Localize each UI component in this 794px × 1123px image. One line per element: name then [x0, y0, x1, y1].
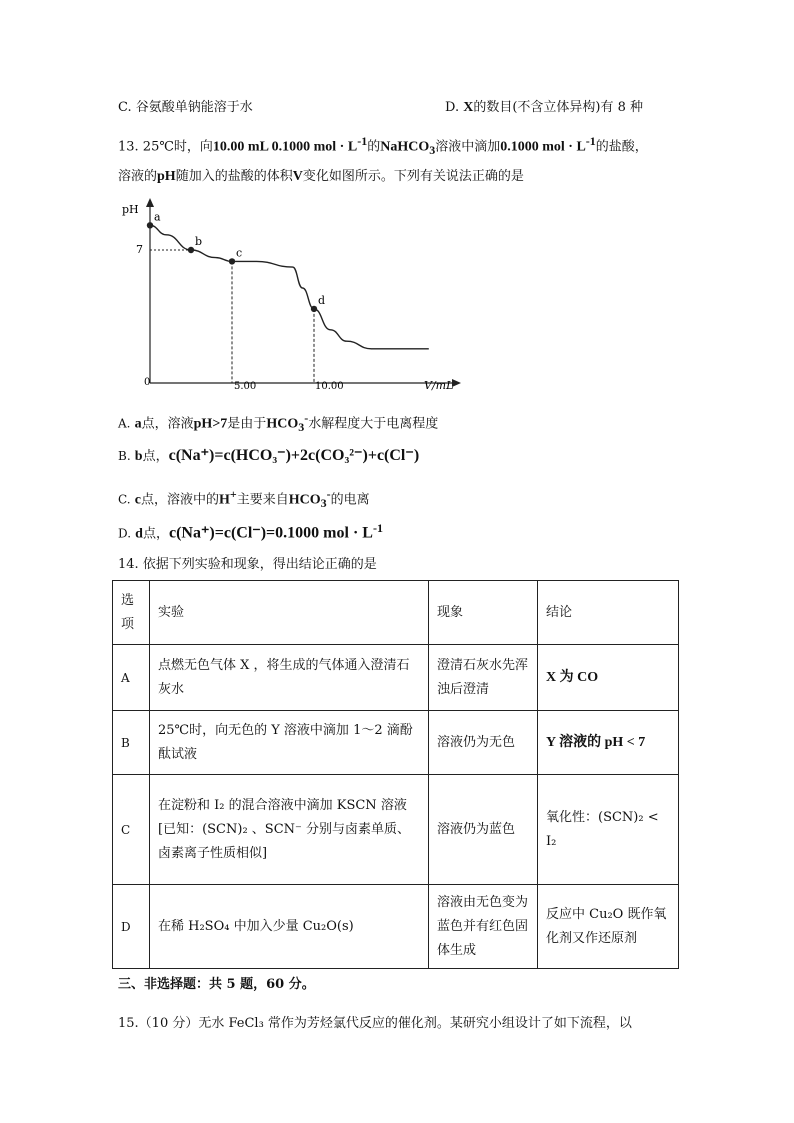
y-axis-label: pH: [122, 203, 139, 216]
row-experiment: 在淀粉和 I₂ 的混合溶液中滴加 KSCN 溶液 [已知：(SCN)₂ 、SCN⁻ 分别与卤素单质、卤素离子性质相似]: [150, 775, 429, 885]
table-row: [113, 775, 679, 885]
q12-option-d: D. X的数目(不含立体异构)有 8 种: [445, 100, 644, 115]
point-a: [147, 222, 153, 228]
header-conclusion: 结论: [538, 581, 679, 645]
row-experiment: 点燃无色气体 X ，将生成的气体通入澄清石灰水: [150, 645, 429, 711]
point-label-c: c: [236, 246, 243, 260]
point-d: [311, 306, 317, 312]
row-conclusion: X 为 CO: [538, 645, 679, 711]
row-phenomenon: 溶液仍为蓝色: [429, 775, 538, 885]
row-phenomenon: 溶液由无色变为蓝色并有红色固体生成: [429, 885, 538, 969]
row-option: B: [113, 711, 150, 775]
point-label-a: a: [154, 210, 161, 224]
row-phenomenon: 澄清石灰水先浑浊后澄清: [429, 645, 538, 711]
section3-heading: 三、非选择题：共 5 题，60 分。: [118, 977, 315, 992]
y-axis-arrow: [146, 198, 154, 207]
header-phenomenon: 现象: [429, 581, 538, 645]
row-option: D: [113, 885, 150, 969]
q13-option-d: D. d点，c(Na⁺)=c(Cl⁻)=0.1000 mol · $L^{-1}$: [118, 521, 383, 542]
q13-stem-line1: 13. 25℃时，向10.00 mL 0.1000 mol · $L^{-1}$的NaHCO$_3$溶液中滴加0.1000 mol · $L^{-1}$的盐酸，: [118, 134, 648, 157]
row-experiment: 在稀 H₂SO₄ 中加入少量 Cu₂O(s): [150, 885, 429, 969]
row-experiment: 25℃时，向无色的 Y 溶液中滴加 1～2 滴酚酞试液: [150, 711, 429, 775]
row-conclusion: 氧化性：(SCN)₂ < I₂: [538, 775, 679, 885]
row-phenomenon: 溶液仍为无色: [429, 711, 538, 775]
q15-stem: 15.（10 分）无水 FeCl₃ 常作为芳烃氯代反应的催化剂。某研究小组设计了如下流程，以: [118, 1016, 632, 1031]
table-row: [113, 885, 679, 969]
x-tick-10: 10.00: [315, 381, 344, 392]
header-option: 选项: [113, 581, 150, 645]
table-row: [113, 711, 679, 775]
table-row: [113, 645, 679, 711]
q13-option-b: B. b点，c(Na⁺)=c(HCO₃⁻)+2c(CO₃²⁻)+c(Cl⁻): [118, 447, 420, 464]
header-experiment: 实验: [150, 581, 429, 645]
row-option: A: [113, 645, 150, 711]
origin-label: 0: [144, 377, 151, 388]
table-header-row: [113, 581, 679, 645]
y-tick-7: 7: [136, 243, 143, 256]
row-option: C: [113, 775, 150, 885]
x-axis-label: V/mL: [424, 379, 454, 392]
point-c: [229, 258, 235, 264]
point-b: [188, 247, 194, 253]
point-label-d: d: [318, 293, 326, 307]
point-label-b: b: [195, 235, 203, 248]
x-tick-5: 5.00: [234, 381, 257, 392]
ph-curve: [150, 225, 429, 348]
row-conclusion: 反应中 Cu₂O 既作氧化剂又作还原剂: [538, 885, 679, 969]
ph-titration-chart: [118, 193, 468, 393]
q12-option-c: C. 谷氨酸单钠能溶于水: [118, 100, 253, 115]
row-conclusion: Y 溶液的 pH < 7: [538, 711, 679, 775]
q13-option-a: A. a点，溶液pH>7是由于$HCO_3^-$水解程度大于电离程度: [118, 411, 439, 434]
q13-option-c: C. c点，溶液中的H+主要来自$HCO_3^-$的电离: [118, 487, 370, 510]
q13-stem-line2: 溶液的pH随加入的盐酸的体积V变化如图所示。下列有关说法正确的是: [118, 169, 524, 184]
q14-title: 14. 依据下列实验和现象，得出结论正确的是: [118, 557, 377, 572]
q14-table: [112, 580, 679, 969]
